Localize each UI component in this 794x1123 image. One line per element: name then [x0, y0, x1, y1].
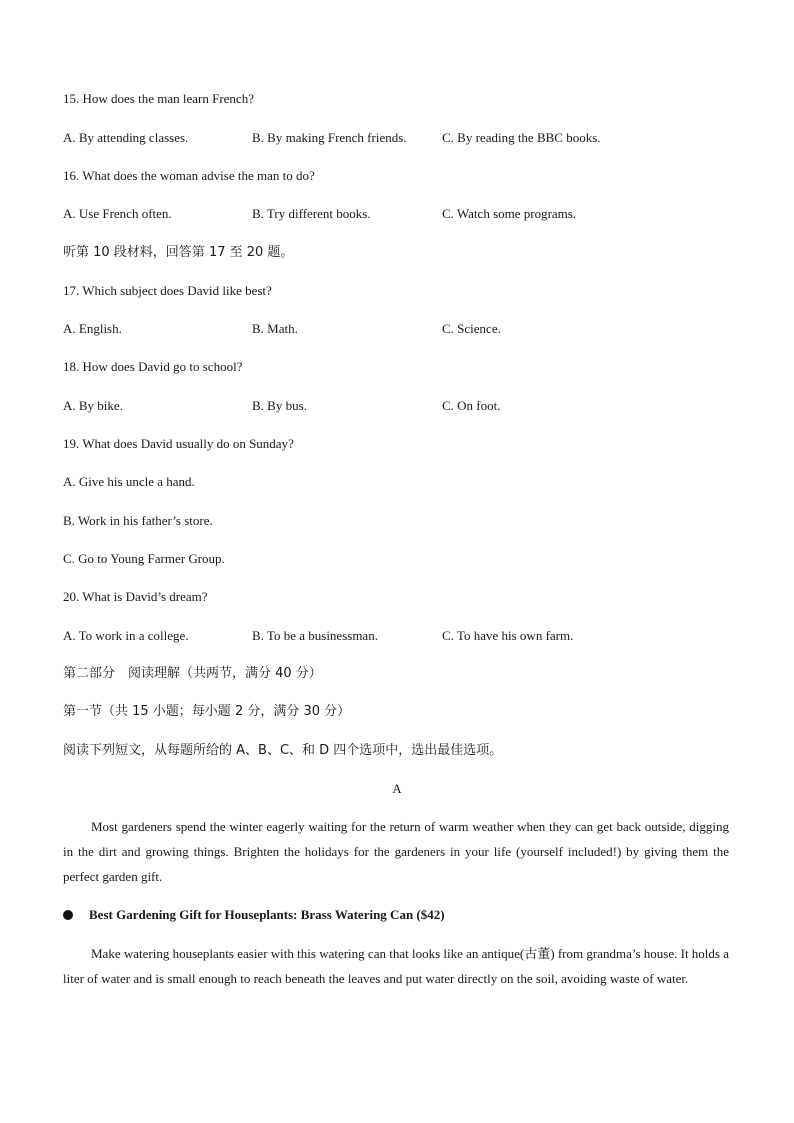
q15-option-c: C. By reading the BBC books. — [442, 130, 601, 145]
question-17: 17. Which subject does David like best? — [63, 283, 272, 298]
q19-option-a: A. Give his uncle a hand. — [63, 474, 195, 489]
section-note: 听第 10 段材料，回答第 17 至 20 题。 — [63, 245, 294, 260]
q20-option-a: A. To work in a college. — [63, 628, 189, 643]
question-19: 19. What does David usually do on Sunday? — [63, 436, 294, 451]
question-18: 18. How does David go to school? — [63, 359, 243, 374]
instructions: 阅读下列短文，从每题所给的 A、B、C、和 D 四个选项中，选出最佳选项。 — [63, 743, 503, 758]
bullet-icon — [63, 910, 73, 920]
q15-option-b: B. By making French friends. — [252, 130, 407, 145]
q19-option-c: C. Go to Young Farmer Group. — [63, 551, 225, 566]
question-16: 16. What does the woman advise the man to do? — [63, 168, 315, 183]
q18-option-b: B. By bus. — [252, 398, 307, 413]
q16-option-a: A. Use French often. — [63, 206, 172, 221]
q16-option-b: B. Try different books. — [252, 206, 371, 221]
part2-title: 第二部分 阅读理解（共两节，满分 40 分） — [63, 666, 322, 681]
q17-option-b: B. Math. — [252, 321, 298, 336]
passage-intro-paragraph: Most gardeners spend the winter eagerly waiting for the return of warm weather when they can get back outside, digging in the dirt and growing things. Brighten the holidays for the gardeners in your life (yourself included!) by giving them the perfect garden gift. — [63, 819, 729, 884]
question-20: 20. What is David’s dream? — [63, 589, 208, 604]
q20-option-c: C. To have his own farm. — [442, 628, 574, 643]
gift1-heading-row — [63, 906, 445, 924]
passage-label: A — [392, 781, 402, 796]
q20-option-b: B. To be a businessman. — [252, 628, 378, 643]
section1-title: 第一节（共 15 小题；每小题 2 分，满分 30 分） — [63, 704, 351, 719]
q19-option-b: B. Work in his father’s store. — [63, 513, 213, 528]
q17-option-c: C. Science. — [442, 321, 501, 336]
gift1-paragraph: Make watering houseplants easier with this watering can that looks like an antique(古董) from grandma’s house. It holds a liter of water and is small enough to reach beneath the leaves and put water directly on the soil, avoiding waste of water. — [63, 946, 729, 986]
question-15: 15. How does the man learn French? — [63, 91, 254, 106]
q17-option-a: A. English. — [63, 321, 122, 336]
q18-option-c: C. On foot. — [442, 398, 501, 413]
q15-option-a: A. By attending classes. — [63, 130, 189, 145]
q18-option-a: A. By bike. — [63, 398, 123, 413]
q16-option-c: C. Watch some programs. — [442, 206, 577, 221]
gift1-heading: Best Gardening Gift for Houseplants: Brass Watering Can ($42) — [89, 907, 445, 922]
